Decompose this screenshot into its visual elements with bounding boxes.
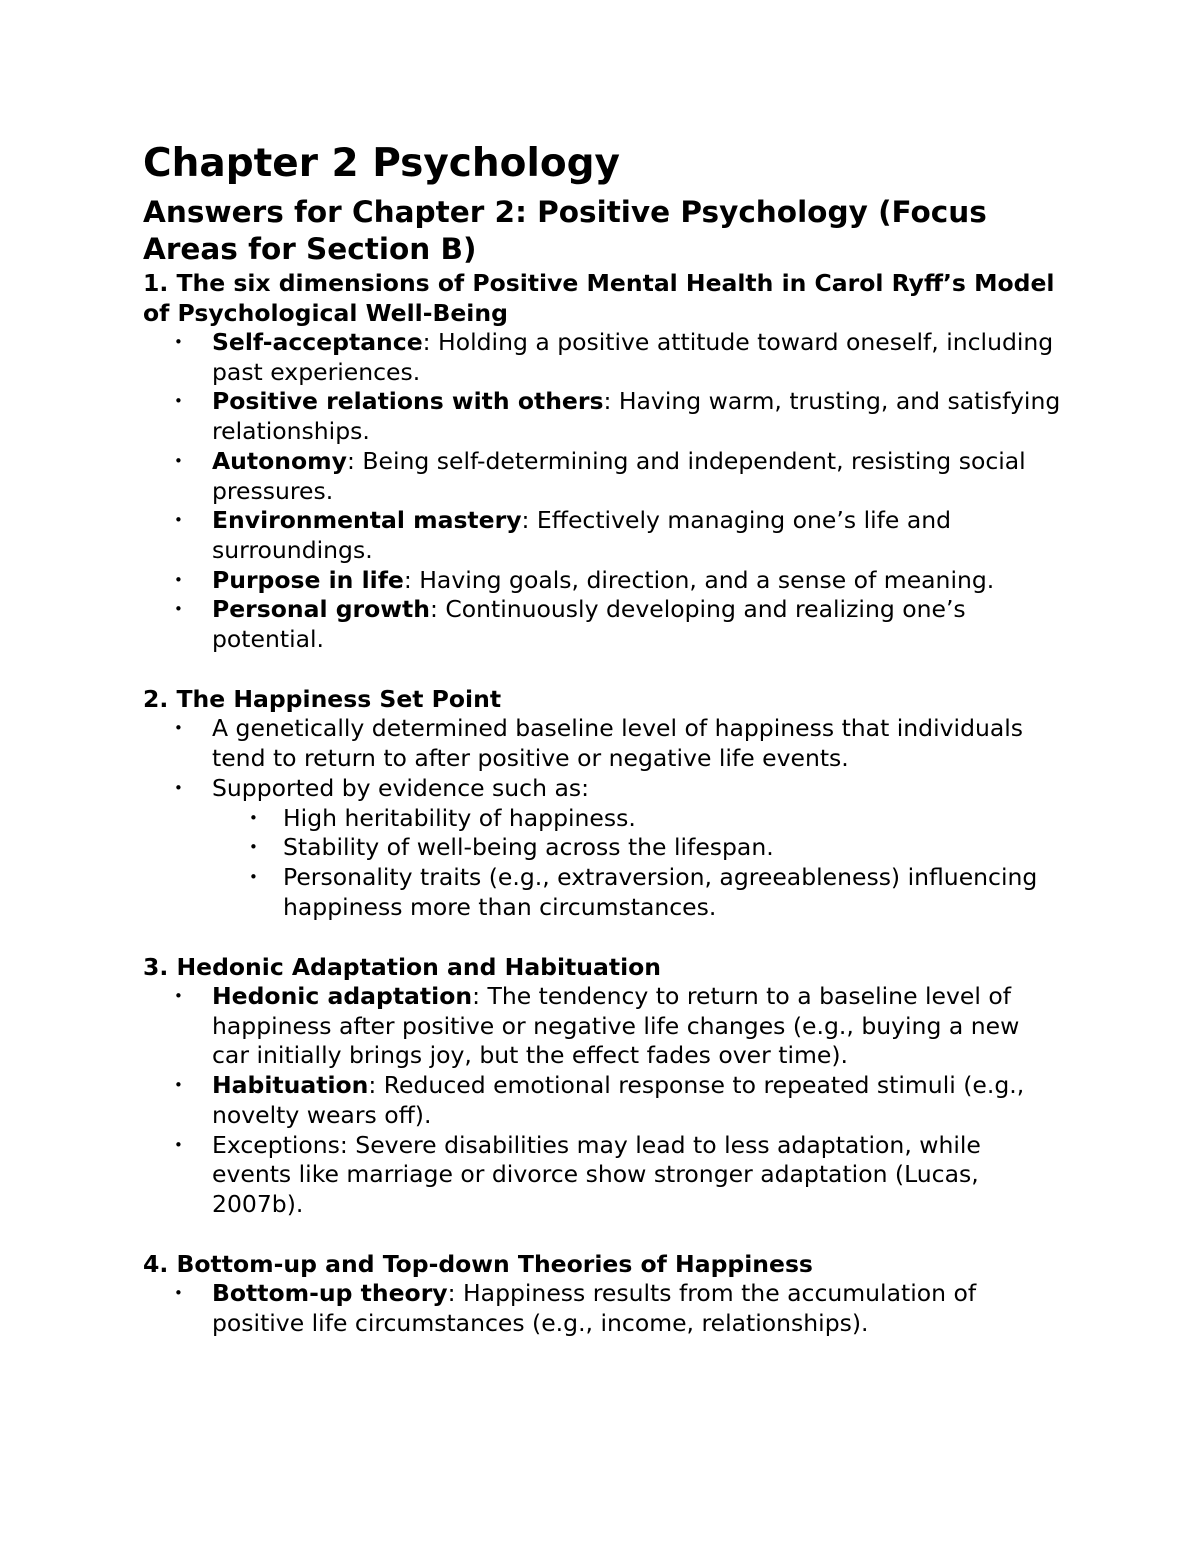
item-term: Habituation <box>212 1071 369 1100</box>
list-item <box>143 982 1063 1071</box>
bullet-icon: • <box>249 867 258 886</box>
item-text: : Continuously developing and realizing one’s potential. <box>212 595 966 654</box>
item-term: Self-acceptance <box>212 328 423 356</box>
document-subtitle: Answers for Chapter 2: Positive Psychology (Focus Areas for Section B) <box>143 195 987 266</box>
bullet-icon: • <box>174 392 183 411</box>
bullet-icon: • <box>174 451 183 470</box>
list-item <box>143 774 1063 804</box>
list-item <box>143 447 1063 506</box>
section-2-list <box>143 714 1063 803</box>
item-text: : Happiness results from the accumulation of positive life circumstances (e.g., income, relationships). <box>212 1279 977 1338</box>
item-term: Positive relations with others <box>212 387 604 416</box>
section-3-heading: 3. Hedonic Adaptation and Habituation <box>143 953 662 982</box>
bullet-icon: • <box>174 511 183 530</box>
section-4-heading: 4. Bottom-up and Top-down Theories of Happiness <box>143 1250 813 1279</box>
section-1-heading: 1. The six dimensions of Positive Mental Health in Carol Ryff’s Model of Psychological Well-Being <box>143 269 1055 327</box>
list-item <box>143 328 1063 387</box>
item-term: Bottom-up theory <box>212 1279 448 1308</box>
list-item <box>143 714 1063 773</box>
sub-list-item <box>143 863 1063 922</box>
item-text: : Reduced emotional response to repeated stimuli (e.g., novelty wears off). <box>212 1071 1025 1129</box>
item-text: A genetically determined baseline level of happiness that individuals tend to return to after positive or negative life events. <box>212 714 1024 773</box>
bullet-icon: • <box>174 1284 183 1303</box>
item-text: Stability of well-being across the lifespan. <box>283 833 774 862</box>
section-1-list <box>143 328 1063 655</box>
item-term: Purpose in life <box>212 565 404 594</box>
bullet-icon: • <box>249 838 258 857</box>
bullet-icon: • <box>174 570 183 589</box>
item-text: : Being self-determining and independent, resisting social pressures. <box>212 446 1026 505</box>
document-page <box>143 140 1063 1339</box>
item-term: Hedonic adaptation <box>212 982 473 1011</box>
bullet-icon: • <box>174 333 183 351</box>
item-term: Autonomy <box>212 446 347 475</box>
bullet-icon: • <box>174 987 183 1006</box>
section-spacer <box>143 655 1063 685</box>
item-text: Personality traits (e.g., extraversion, agreeableness) influencing happiness more than circumstances. <box>283 862 1038 921</box>
item-term: Environmental mastery <box>212 506 522 535</box>
item-text: High heritability of happiness. <box>283 803 636 832</box>
bullet-icon: • <box>174 719 183 738</box>
section-2-heading: 2. The Happiness Set Point <box>143 685 502 714</box>
document-title: Chapter 2 Psychology <box>143 141 620 186</box>
sub-list-item <box>143 804 1063 834</box>
section-2-sublist <box>143 804 1063 923</box>
list-item <box>143 595 1063 654</box>
bullet-icon: • <box>249 808 258 827</box>
section-spacer <box>143 1220 1063 1250</box>
list-item <box>143 506 1063 565</box>
list-item <box>143 1131 1063 1220</box>
item-term: Personal growth <box>212 595 430 624</box>
sub-list-item <box>143 833 1063 863</box>
item-text: : The tendency to return to a baseline level of happiness after positive or negative life changes (e.g., buying a new car initially brings joy, but the effect fades over time). <box>212 982 1020 1070</box>
list-item <box>143 1071 1063 1130</box>
section-3-list <box>143 982 1063 1220</box>
section-spacer <box>143 922 1063 952</box>
bullet-icon: • <box>174 1135 183 1154</box>
bullet-icon: • <box>174 1076 183 1095</box>
bullet-icon: • <box>174 778 183 797</box>
list-item <box>143 1279 1063 1338</box>
bullet-icon: • <box>174 600 183 619</box>
list-item <box>143 387 1063 446</box>
item-text: Supported by evidence such as: <box>212 773 590 802</box>
item-text: Exceptions: Severe disabilities may lead to less adaptation, while events like marriage or divorce show stronger adaptation (Lucas, 2007b). <box>212 1130 981 1218</box>
item-text: : Effectively managing one’s life and surroundings. <box>212 506 952 564</box>
item-text: : Holding a positive attitude toward oneself, including past experiences. <box>212 328 1054 386</box>
list-item <box>143 566 1063 596</box>
item-text: : Having goals, direction, and a sense of meaning. <box>403 565 995 594</box>
item-text: : Having warm, trusting, and satisfying relationships. <box>212 387 1061 446</box>
section-4-list <box>143 1279 1063 1338</box>
